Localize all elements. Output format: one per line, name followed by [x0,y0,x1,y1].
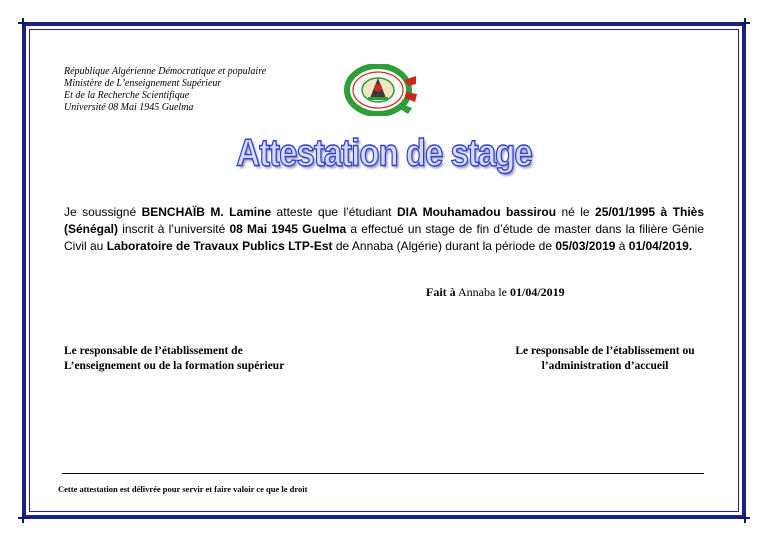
laboratory-name: Laboratoire de Travaux Publics LTP-Est [106,239,333,253]
body-text-9: . [688,239,693,253]
signatory-name: BENCHAÏB M. Lamine [141,205,272,219]
signature-left-line-1: Le responsable de l’établissement de [64,345,243,357]
body-text-7: de Annaba (Algérie) durant la période de [332,239,556,253]
document-title: Attestation de stage [236,131,532,174]
body-text-2: atteste que l’étudiant [271,205,397,219]
footer-note: Cette attestation est délivrée pour servir et faire valoir ce que le droit [58,484,308,494]
body-text-5: inscrit à l’université [118,222,230,236]
signature-block-left [64,344,364,374]
birth-date: 25/01/1995 [595,205,656,219]
university-seal-icon [342,64,420,116]
signature-left-line-2: L’enseignement ou de la formation supérieur [64,360,285,372]
signature-block-right [490,344,720,374]
corner-ornament-top-left [18,18,28,28]
header-line-republic: République Algérienne Démocratique et populaire [64,66,267,77]
attestation-body [64,204,704,255]
student-name: DIA Mouhamadou bassirou [396,205,557,219]
signature-right-line-2: l’administration d’accueil [541,360,669,372]
body-text-6: a effectué un stage de fin d’étude de master dans la filière Génie Civil au [64,222,704,253]
period-start-date: 05/03/2019 [555,239,616,253]
header-line-research: Et de la Recherche Scientifique [64,90,190,101]
birth-place: Thiès (Sénégal) [64,205,704,236]
body-text-4: à [655,205,673,219]
body-text-1: Je soussigné [64,205,142,219]
period-end-date: 01/04/2019 [628,239,689,253]
corner-ornament-bottom-left [18,513,28,523]
university-name: 08 Mai 1945 Guelma [229,222,347,236]
fait-label: Fait à [426,285,456,299]
body-text-3: né le [556,205,596,219]
institution-header [64,66,324,114]
corner-ornament-bottom-right [740,513,750,523]
footer-divider [62,473,704,474]
corner-ornament-top-right [740,18,750,28]
fait-place: Annaba le [455,285,510,299]
body-text-8: à [615,239,629,253]
header-line-university: Université 08 Mai 1945 Guelma [64,102,194,113]
header-line-ministry: Ministère de L’enseignement Supérieur [64,78,222,89]
fait-date: 01/04/2019 [510,285,565,299]
signature-right-line-1: Le responsable de l’établissement ou [515,345,695,357]
issued-at-line [426,285,565,300]
